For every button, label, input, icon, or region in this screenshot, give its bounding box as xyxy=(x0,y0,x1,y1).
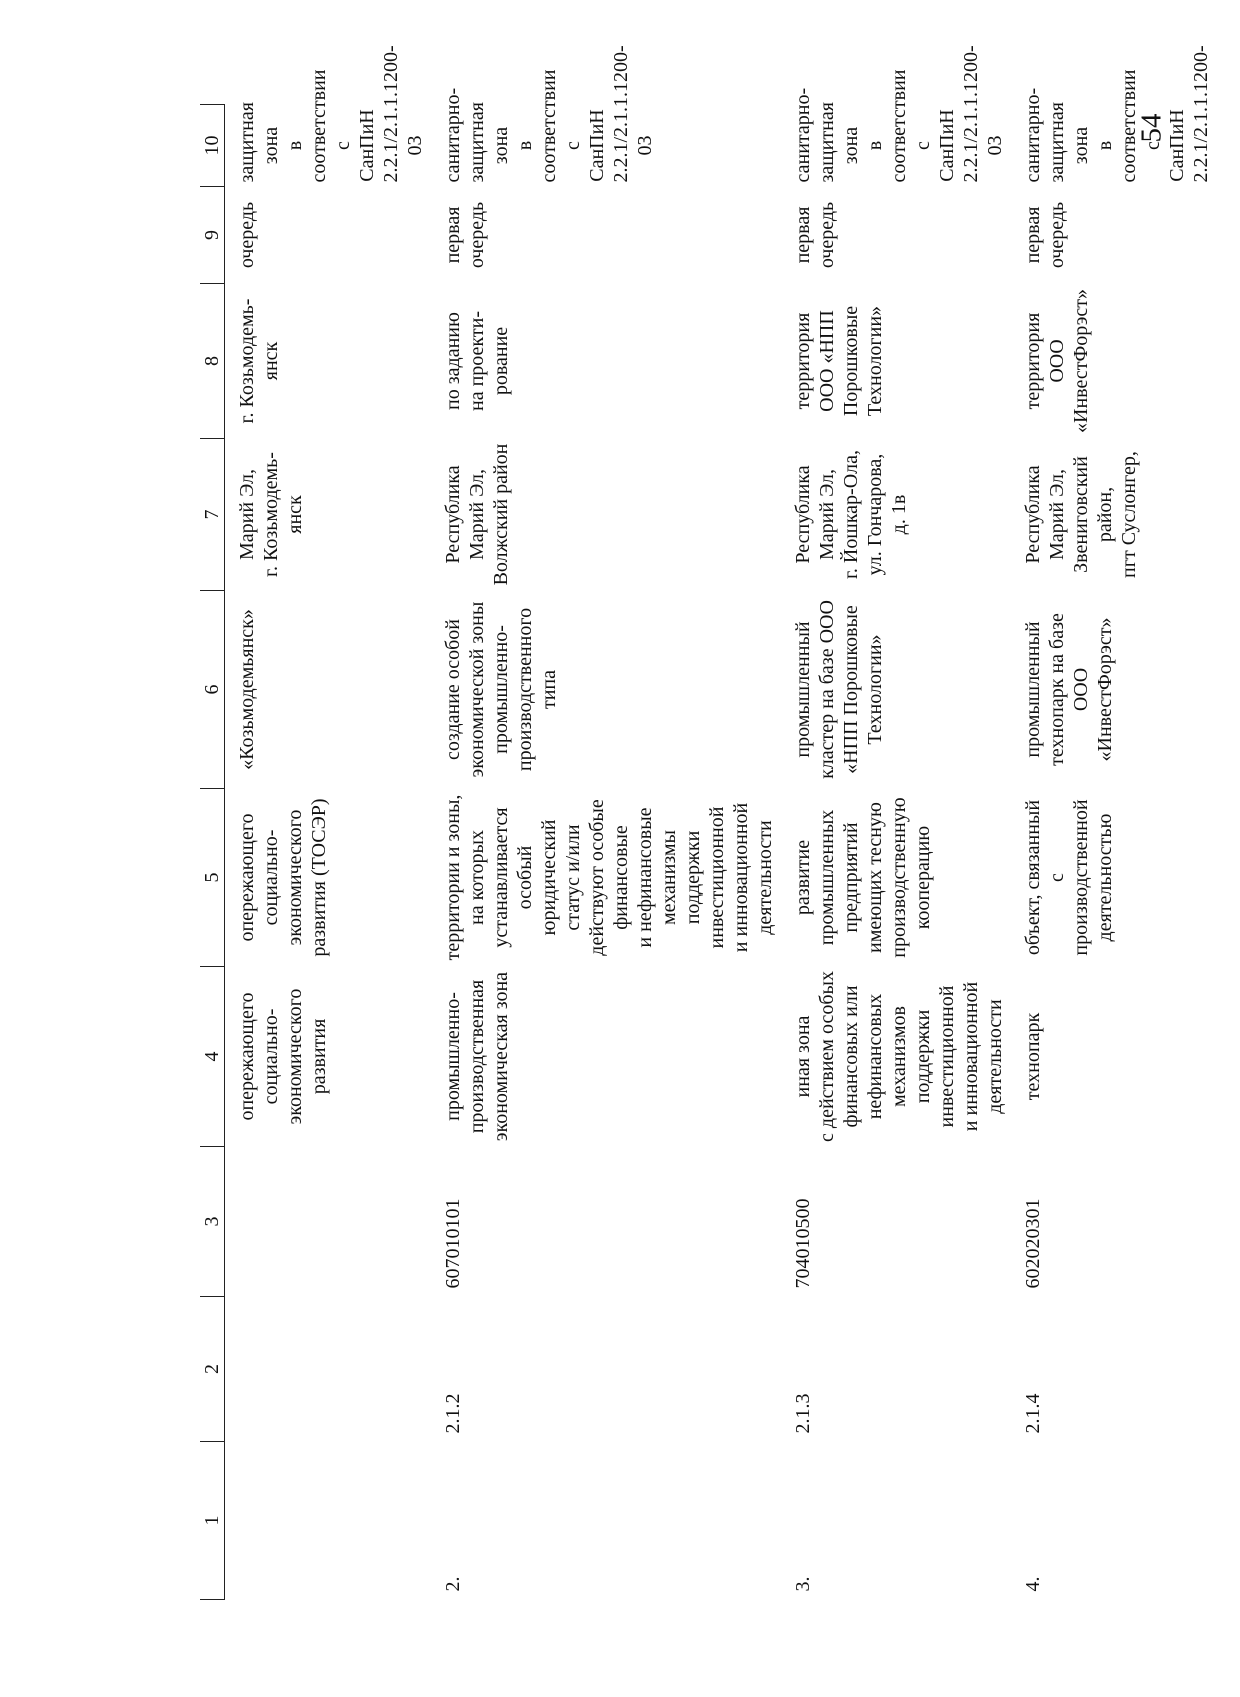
table-cell xyxy=(781,1297,1011,1442)
table-cell xyxy=(1011,789,1240,967)
cell-text: промышленный кластер на базе ООО «НПП Порошковые Технологии» xyxy=(792,600,886,779)
table-row xyxy=(781,105,1011,1600)
cell-text: 607010101 xyxy=(442,1198,464,1289)
table-cell xyxy=(225,1297,432,1442)
cell-text: территория ООО «ИнвестФорэст» xyxy=(1022,289,1092,433)
table-cell xyxy=(431,967,781,1147)
cell-text: первая очередь xyxy=(1022,201,1068,269)
cell-text: санитарно- защитная зона в соответствии с СанПиН 2.2.1/2.1.1.1200- 03 xyxy=(792,45,1006,183)
table-cell xyxy=(225,591,432,789)
cell-text: территория ООО «НПП Порошковые Технологии» xyxy=(792,305,886,417)
cell-text: 2. xyxy=(442,1576,464,1592)
table-cell xyxy=(1011,45,1240,187)
table-cell xyxy=(781,187,1011,284)
cell-text: первая очередь xyxy=(442,201,488,269)
table-cell xyxy=(225,284,432,439)
table-cell xyxy=(781,591,1011,789)
table-cell xyxy=(431,284,781,439)
table-cell xyxy=(225,789,432,967)
cell-text: Республика Марий Эл, Звениговский район, пгт Суслонгер, xyxy=(1022,451,1140,578)
table-cell xyxy=(781,439,1011,591)
cell-text: 2.1.2 xyxy=(442,1393,464,1434)
cell-text: 2.1.3 xyxy=(792,1393,814,1434)
table-cell xyxy=(225,439,432,591)
column-header: 1 xyxy=(200,1442,225,1600)
column-header: 5 xyxy=(200,789,225,967)
table-cell xyxy=(431,789,781,967)
table-cell xyxy=(1011,1442,1240,1600)
table-cell xyxy=(1011,1147,1240,1297)
table-row xyxy=(1011,105,1240,1600)
column-header: 2 xyxy=(200,1297,225,1442)
column-header: 8 xyxy=(200,284,225,439)
column-header: 6 xyxy=(200,591,225,789)
table-cell xyxy=(431,1147,781,1297)
cell-text: промышленный технопарк на базе ООО «ИнвестФорэст» xyxy=(1022,613,1116,766)
table-cell xyxy=(225,967,432,1147)
cell-text: Республика Марий Эл, Волжский район xyxy=(442,443,512,586)
table-cell xyxy=(781,45,1011,187)
table-cell xyxy=(431,45,781,187)
cell-text: «Козьмодемьянск» xyxy=(236,609,258,770)
cell-text: 2.1.4 xyxy=(1022,1393,1044,1434)
zones-table xyxy=(200,45,1240,1600)
cell-text: санитарно- защитная зона в соответствии с СанПиН 2.2.1/2.1.1.1200- xyxy=(1022,45,1212,183)
header-row xyxy=(200,105,225,1600)
table-cell xyxy=(431,439,781,591)
cell-text: опережающего социально- экономического развития xyxy=(236,988,330,1125)
cell-text: промышленно- производственная экономическая зона xyxy=(442,971,512,1142)
table-cell xyxy=(431,1297,781,1442)
cell-text: г. Козьмодемь- янск xyxy=(236,298,282,424)
table-cell xyxy=(781,967,1011,1147)
column-header: 3 xyxy=(200,1147,225,1297)
table-cell xyxy=(1011,187,1240,284)
table-cell xyxy=(225,45,432,187)
cell-text: территории и зоны, на которых устанавливается особый юридический статус и/или действуют особые финансовые и нефинансовые механизмы поддержки инвестиционной и инновационной деятельности xyxy=(442,794,776,961)
column-header: 7 xyxy=(200,439,225,591)
cell-text: 602020301 xyxy=(1022,1198,1044,1289)
table-cell xyxy=(781,1147,1011,1297)
cell-text: иная зона с действием особых финансовых или нефинансовых механизмов поддержки инвестиционной и инновационной деятельности xyxy=(792,971,1006,1142)
cell-text: опережающего социально- экономического развития (ТОСЭР) xyxy=(236,798,330,957)
table-cell xyxy=(781,1442,1011,1600)
page-number-text: 54 xyxy=(1135,113,1168,143)
cell-text: первая очередь xyxy=(792,201,838,269)
column-header: 9 xyxy=(200,187,225,284)
cell-text: защитная зона в соответствии с СанПиН 2.2.1/2.1.1.1200- 03 xyxy=(236,45,426,183)
table-cell xyxy=(1011,1297,1240,1442)
column-header: 10 xyxy=(200,105,225,187)
table-cell xyxy=(1011,284,1240,439)
table-cell xyxy=(1011,439,1240,591)
cell-text: 704010500 xyxy=(792,1198,814,1289)
cell-text: очередь xyxy=(236,201,258,269)
cell-text: создание особой экономической зоны промышленно- производственного типа xyxy=(442,601,560,778)
cell-text: 4. xyxy=(1022,1576,1044,1592)
table-cell xyxy=(225,1442,432,1600)
table-cell xyxy=(781,789,1011,967)
cell-text: 3. xyxy=(792,1576,814,1592)
table-cell xyxy=(225,187,432,284)
table-cell xyxy=(431,591,781,789)
table-cell xyxy=(1011,591,1240,789)
table-cell xyxy=(781,284,1011,439)
table-cell xyxy=(1011,967,1240,1147)
cell-text: Республика Марий Эл, г. Йошкар-Ола, ул. Гончарова, д. 1в xyxy=(792,449,910,580)
cell-text: санитарно- защитная зона в соответствии с СанПиН 2.2.1/2.1.1.1200- 03 xyxy=(442,45,656,183)
cell-text: объект, связанный с производственной деятельностью xyxy=(1022,799,1116,956)
table-cell xyxy=(431,187,781,284)
cell-text: по заданию на проекти- рование xyxy=(442,311,512,411)
cell-text: технопарк xyxy=(1022,1012,1044,1101)
table-cell xyxy=(225,1147,432,1297)
cell-text: Марий Эл, г. Козьмодемь- янск xyxy=(236,452,306,577)
column-header: 4 xyxy=(200,967,225,1147)
cell-text: развитие промышленных предприятий имеющих тесную производственную кооперацию xyxy=(792,797,934,958)
table-row xyxy=(431,105,781,1600)
table-row xyxy=(225,105,432,1600)
table-cell xyxy=(431,1442,781,1600)
